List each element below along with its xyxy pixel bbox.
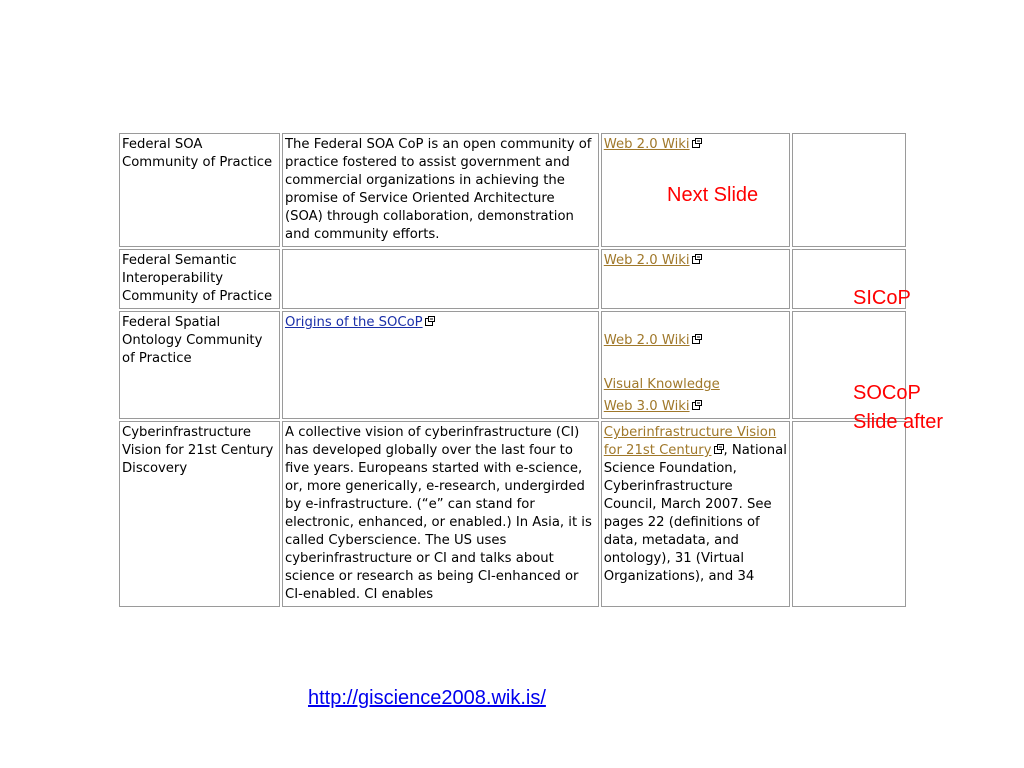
table-row bbox=[119, 311, 906, 419]
community-description bbox=[282, 311, 599, 419]
table-row bbox=[119, 421, 906, 607]
community-description: A collective vision of cyberinfrastructure (CI) has developed globally over the last four to five years. Europeans started with e-science, or, more generically, e-research, undergirded by e-infrastructure. (“e” can stand for electronic, enhanced, or enabled.) In Asia, it is called Cyberscience. The US uses cyberinfrastructure or CI and talks about science or research as being CI-enhanced or CI-enabled. CI enables bbox=[282, 421, 599, 607]
visual-knowledge-link[interactable]: Visual Knowledge bbox=[603, 377, 720, 392]
external-link-icon bbox=[692, 138, 702, 148]
web30-wiki-link[interactable]: Web 3.0 Wiki bbox=[603, 399, 690, 414]
source-text: , National Science Foundation, Cyberinfrastructure Council, March 2007. See pages 22 (definitions of data, metadata, and ontology), 31 (Virtual Organizations), and 34 bbox=[603, 443, 787, 584]
cyberinfrastructure-vision-link[interactable]: Cyberinfrastructure Vision for 21st Century bbox=[603, 425, 777, 458]
web20-wiki-link[interactable]: Web 2.0 Wiki bbox=[603, 137, 690, 152]
socop-annotation: SOCoP bbox=[853, 382, 921, 404]
external-link-icon bbox=[692, 254, 702, 264]
community-name: Federal Spatial Ontology Community of Practice bbox=[119, 311, 280, 419]
table-screenshot bbox=[117, 133, 908, 631]
links-cell bbox=[601, 249, 791, 309]
origins-socop-link[interactable]: Origins of the SOCoP bbox=[284, 315, 423, 330]
web20-wiki-link[interactable]: Web 2.0 Wiki bbox=[603, 333, 690, 348]
community-description bbox=[282, 249, 599, 309]
external-link-icon bbox=[692, 400, 702, 410]
external-link-icon bbox=[425, 316, 435, 326]
external-link-icon bbox=[714, 444, 724, 454]
table-row bbox=[119, 249, 906, 309]
community-name: Cyberinfrastructure Vision for 21st Century Discovery bbox=[119, 421, 280, 607]
community-name: Federal Semantic Interoperability Community of Practice bbox=[119, 249, 280, 309]
web20-wiki-link[interactable]: Web 2.0 Wiki bbox=[603, 253, 690, 268]
links-cell bbox=[601, 421, 791, 607]
external-link-icon bbox=[692, 334, 702, 344]
communities-table bbox=[117, 133, 908, 609]
community-name: Federal SOA Community of Practice bbox=[119, 133, 280, 247]
next-slide-annotation: Next Slide bbox=[667, 184, 759, 206]
table-row bbox=[119, 133, 906, 247]
links-cell bbox=[601, 311, 791, 419]
slide-after-annotation: Slide after bbox=[853, 411, 944, 433]
giscience-url-link[interactable]: http://giscience2008.wik.is/ bbox=[308, 687, 546, 709]
community-description: The Federal SOA CoP is an open community of practice fostered to assist government and commercial organizations in achieving the promise of Service Oriented Architecture (SOA) through collaboration, demonstration and community efforts. bbox=[282, 133, 599, 247]
sicop-annotation: SICoP bbox=[853, 287, 911, 309]
